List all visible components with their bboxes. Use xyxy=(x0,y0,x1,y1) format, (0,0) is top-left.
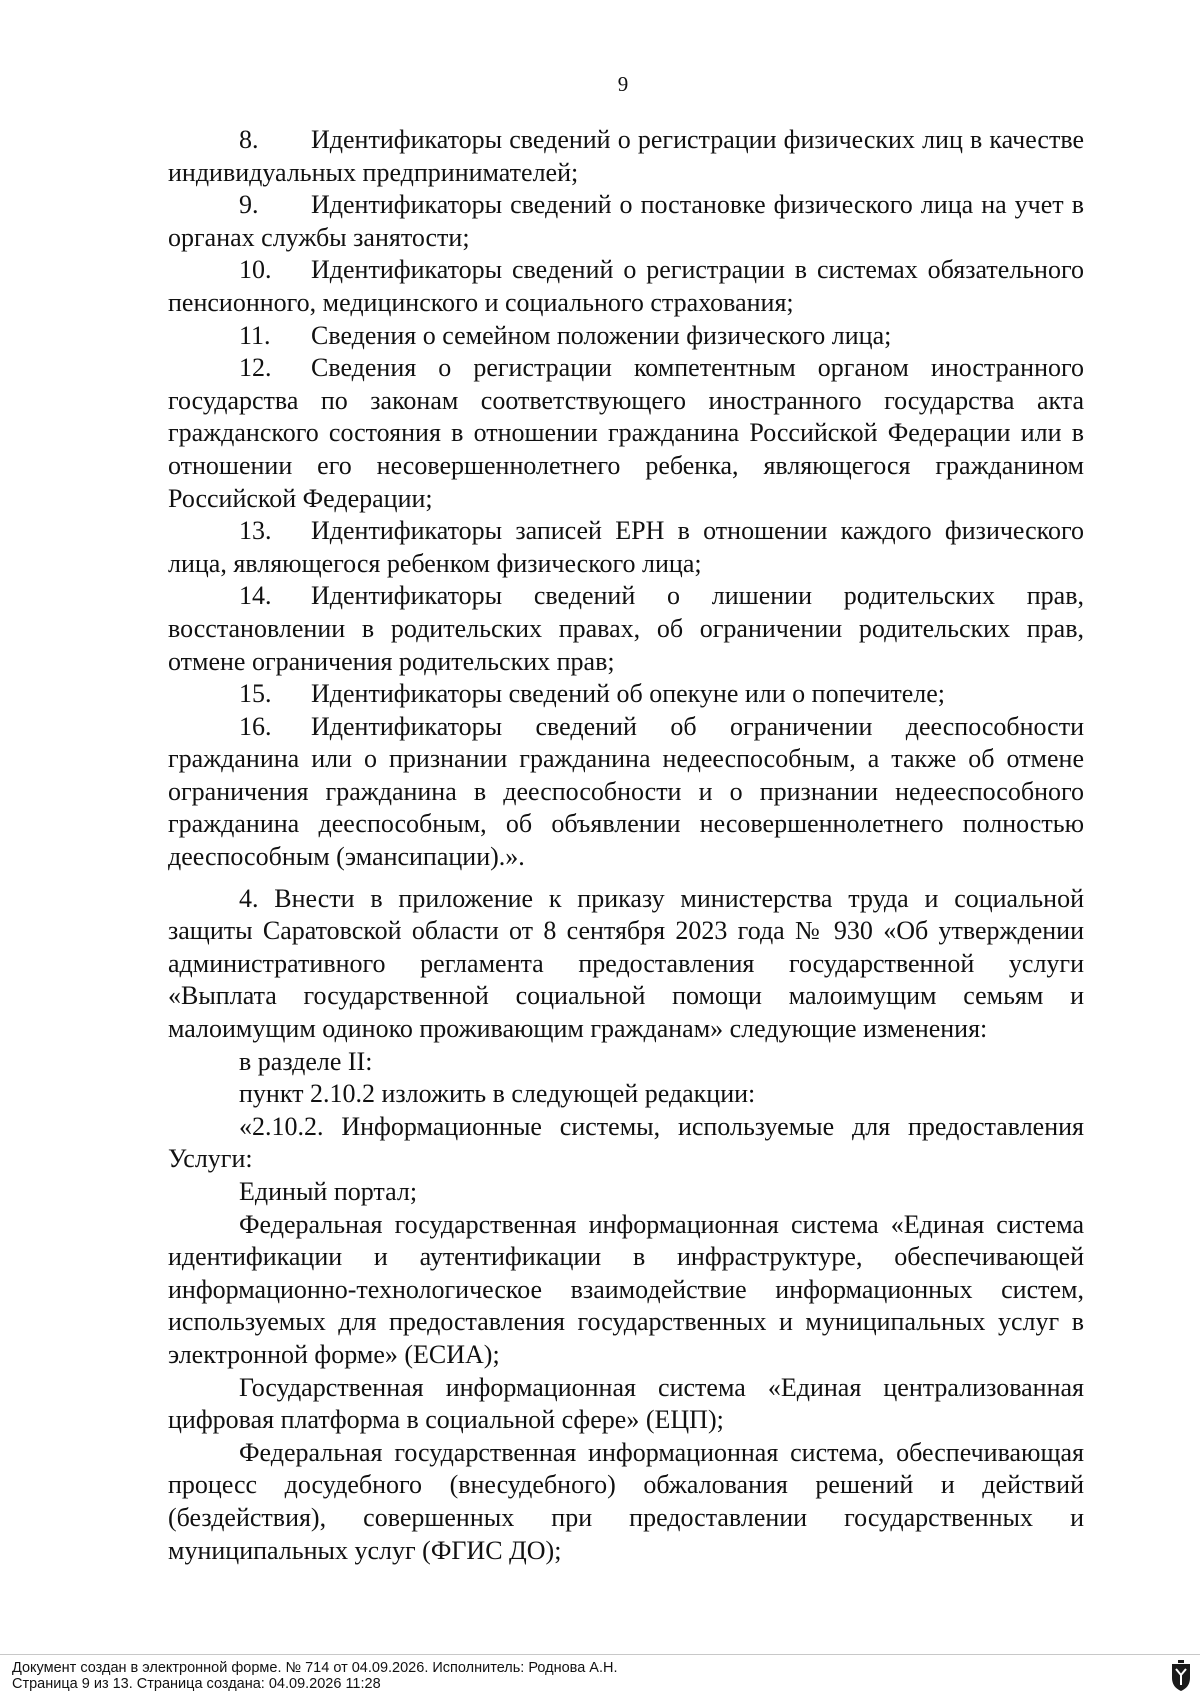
document-body xyxy=(168,124,1084,1567)
list-item-text: Сведения о семейном положении физического лица; xyxy=(311,320,892,350)
paragraph-fgis-do: Федеральная государственная информационная система, обеспечивающая процесс досудебного (внесудебного) обжалования решений и действий (бездействия), совершенных при предоставлении государственных и муниципальных услуг (ФГИС ДО); xyxy=(168,1437,1084,1565)
page-number: 9 xyxy=(617,72,629,96)
list-item-number: 14. xyxy=(239,581,272,611)
list-item-text: Идентификаторы сведений о регистрации физических лиц в качестве индивидуальных предпринимателей; xyxy=(168,125,1084,187)
list-item xyxy=(168,254,1084,319)
paragraph-portal: Единый портал; xyxy=(239,1177,418,1206)
footer-divider xyxy=(0,1654,1200,1655)
list-item-text: Идентификаторы сведений об ограничении дееспособности гражданина или о признании гражданина недееспособным, а также об отмене ограничения гражданина в дееспособности и о признании недееспособного гражданина дееспособным, об объявлении несовершеннолетнего полностью дееспособным (эмансипации).». xyxy=(168,711,1084,872)
list-item xyxy=(168,189,1084,254)
list-item-text: Идентификаторы сведений об опекуне или о попечителе; xyxy=(311,679,946,709)
footer-line-2: Страница 9 из 13. Страница создана: 04.09.2026 11:28 xyxy=(12,1676,381,1692)
list-item xyxy=(168,515,1084,580)
list-item-number: 12. xyxy=(239,353,272,383)
list-item-number: 15. xyxy=(239,679,272,709)
footer xyxy=(12,1660,618,1692)
list-item-number: 13. xyxy=(239,516,272,546)
coat-of-arms-icon xyxy=(1170,1660,1192,1692)
list-item-text: Идентификаторы записей ЕРН в отношении каждого физического лица, являющегося ребенком физического лица; xyxy=(168,516,1084,578)
list-item xyxy=(168,678,1084,711)
list-item-number: 16. xyxy=(239,711,272,741)
list-item xyxy=(168,320,1084,353)
list-item-number: 9. xyxy=(239,190,259,220)
list-item xyxy=(168,580,1084,678)
list-item-number: 8. xyxy=(239,125,259,154)
paragraph-ecp: Государственная информационная система «Единая централизованная цифровая платформа в социальной сфере» (ЕЦП); xyxy=(168,1372,1084,1435)
list-item xyxy=(168,711,1084,874)
list-item xyxy=(168,124,1084,189)
list-item-number: 10. xyxy=(239,255,272,285)
list-item xyxy=(168,352,1084,515)
paragraph-clause-title: «2.10.2. Информационные системы, используемые для предоставления Услуги: xyxy=(168,1111,1084,1174)
list-item-text: Идентификаторы сведений о регистрации в системах обязательного пенсионного, медицинского и социального страхования; xyxy=(168,255,1084,317)
paragraph-esia: Федеральная государственная информационная система «Единая система идентификации и аутентификации в инфраструктуре, обеспечивающей информационно-технологическое взаимодействие информационных систем, используемых для предоставления государственных и муниципальных услуг в электронной форме» (ЕСИА); xyxy=(168,1209,1084,1369)
footer-line-1: Документ создан в электронной форме. № 714 от 04.09.2026. Исполнитель: Роднова А.Н. xyxy=(12,1660,618,1676)
list-item-text: Сведения о регистрации компетентным органом иностранного государства по законам соответствующего иностранного государства акта гражданского состояния в отношении гражданина Российской Федерации или в отношении его несовершеннолетнего ребенка, являющегося гражданином Российской Федерации; xyxy=(168,353,1084,513)
list-item-text: Идентификаторы сведений о лишении родительских прав, восстановлении в родительских правах, об ограничении родительских прав, отмене ограничения родительских прав; xyxy=(168,581,1084,676)
list-item-text: Идентификаторы сведений о постановке физического лица на учет в органах службы занятости; xyxy=(168,190,1084,252)
paragraph-section: в разделе II: xyxy=(239,1046,373,1076)
paragraph-amendment: 4. Внести в приложение к приказу министерства труда и социальной защиты Саратовской области от 8 сентября 2023 года № 930 «Об утверждении административного регламента предоставления государственной услуги «Выплата государственной социальной помощи малоимущим семьям и малоимущим одиноко проживающим гражданам» следующие изменения: xyxy=(168,883,1084,1044)
list-item-number: 11. xyxy=(239,320,271,350)
paragraph-clause: пункт 2.10.2 изложить в следующей редакции: xyxy=(239,1079,756,1109)
